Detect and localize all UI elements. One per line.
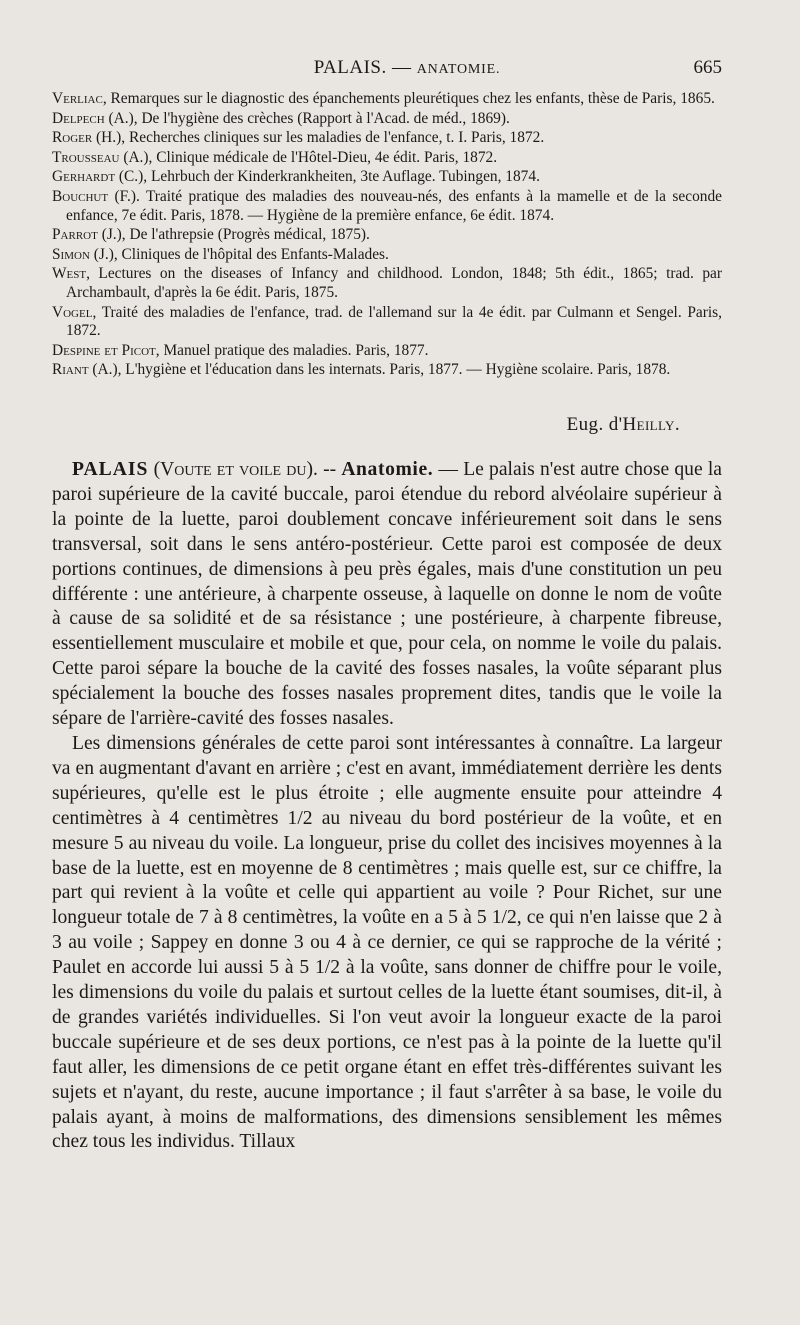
article-subhead: Voute et voile du xyxy=(160,459,307,480)
bib-author: Vogel, xyxy=(52,303,97,321)
running-head xyxy=(52,57,722,83)
bib-entry xyxy=(52,188,722,225)
bib-text: L'hygiène et l'éducation dans les internats. Paris, 1877. — Hygiène scolaire. Paris, 1878. xyxy=(121,361,671,379)
bib-entry xyxy=(52,110,722,129)
bib-author: Simon (J.), xyxy=(52,245,118,263)
paragraph-text: — Le palais n'est autre chose que la paroi supérieure de la cavité buccale, paroi étendue du rebord alvéolaire supérieur à la pointe de la luette, paroi doublement concave inférieurement soit dans le sens transversal, soit dans le sens antéro-postérieur. Cette paroi est composée de deux portions continues, de dimensions à peu près égales, mais d'une constitution un peu différente : une antérieure, à charpente osseuse, à laquelle on donne le nom de voûte à cause de sa solidité et de sa résistance ; une postérieure, à charpente fibreuse, essentiellement musculaire et mobile et que, pour cela, on nomme le voile du palais. Cette paroi sépare la bouche de la cavité des fosses nasales, la voûte séparant plus spécialement la bouche des fosses nasales proprement dites, tandis que le voile la sépare de l'arrière-cavité des fosses nasales. xyxy=(52,459,722,730)
bib-author: West, xyxy=(52,265,90,283)
bib-entry xyxy=(52,149,722,168)
article-headword: PALAIS xyxy=(72,459,149,480)
bib-entry xyxy=(52,129,722,148)
subhead-open: ( xyxy=(148,459,161,480)
article-body xyxy=(52,458,722,1155)
bib-text: Clinique médicale de l'Hôtel-Dieu, 4e édit. Paris, 1872. xyxy=(152,148,498,166)
author-signature xyxy=(567,414,680,436)
bib-entry xyxy=(52,265,722,302)
bib-text: Cliniques de l'hôpital des Enfants-Malades. xyxy=(117,245,389,263)
bib-text: De l'hygiène des crèches (Rapport à l'Acad. de méd., 1869). xyxy=(137,109,510,127)
page-number: 665 xyxy=(693,57,722,78)
bib-author: Gerhardt (C.), xyxy=(52,168,148,186)
bib-text: Lehrbuch der Kinderkrankheiten, 3te Auflage. Tubingen, 1874. xyxy=(147,168,540,186)
bib-text: De l'athrepsie (Progrès médical, 1875). xyxy=(125,226,370,244)
bib-text: Manuel pratique des maladies. Paris, 1877. xyxy=(159,341,429,359)
article-paragraph xyxy=(52,458,722,732)
paragraph-text: Les dimensions générales de cette paroi sont intéressantes à connaître. La largeur va en augmentant d'avant en arrière ; c'est en avant, immédiatement derrière les dents supérieures, qu'elle est le plus étroite ; elle augmente ensuite pour atteindre 4 centimètres à 4 centimètres 1/2 au niveau du bord postérieur de la voûte, et en mesure 5 au niveau du voile. La longueur, prise du collet des incisives moyennes à la base de la luette, est en moyenne de 8 centimètres ; mais quelle est, sur ce chiffre, la part qui revient à la voûte et celle qui appartient au voile ? Pour Richet, sur une longueur totale de 7 à 8 centimètres, la voûte en a 5 à 5 1/2, ce qui n'en laisse que 2 à 3 au voile ; Sappey en donne 3 ou 4 à ce dernier, ce qui se rapproche de la vérité ; Paulet en accorde lui aussi 5 à 5 1/2 à la voûte, sans donner de chiffre pour le voile, les dimensions du voile du palais et surtout celles de la luette étant soumises, dit-il, à de grandes variétés individuelles. Si l'on veut avoir la longueur exacte de la paroi buccale supérieure et de ses deux portions, ce n'est pas à la pointe de la luette qu'il faut aller, les dimensions de ce petit organe étant en effet très-différentes suivant les sujets et n'ayant, du reste, aucune importance ; il faut s'arrêter à sa base, le voile du palais ayant, à moins de malformations, des dimensions sensiblement les mêmes chez tous les individus. Tillaux xyxy=(52,732,722,1153)
bib-entry xyxy=(52,226,722,245)
bib-text: Remarques sur le diagnostic des épanchements pleurétiques chez les enfants, thèse de Paris, 1865. xyxy=(106,90,715,107)
bib-author: Parrot (J.), xyxy=(52,226,126,244)
bib-author: Roger (H.), xyxy=(52,129,126,147)
bib-text: Lectures on the diseases of Infancy and childhood. London, 1848; 5th édit., 1865; trad. par Archambault, d'après la 6e édit. Paris, 1875. xyxy=(66,265,722,301)
subhead-close: ). -- xyxy=(306,459,342,480)
article-paragraph xyxy=(52,732,722,1155)
running-title-sub: ANATOMIE. xyxy=(416,62,501,77)
signature-last: Heilly. xyxy=(622,414,680,435)
bib-entry xyxy=(52,361,722,380)
signature-first: Eug. d' xyxy=(566,414,623,435)
bib-text: Traité des maladies de l'enfance, trad. de l'allemand sur la 4e édit. par Culmann et Sengel. Paris, 1872. xyxy=(66,303,722,340)
bib-entry xyxy=(52,168,722,187)
bib-entry xyxy=(52,342,722,361)
bib-author: Verliac, xyxy=(52,90,107,107)
bib-entry xyxy=(52,90,722,109)
bib-entry xyxy=(52,304,722,341)
bib-author: Bouchut (F.). xyxy=(52,187,140,205)
section-label: Anatomie. xyxy=(341,459,434,480)
bib-entry xyxy=(52,246,722,265)
running-title xyxy=(52,57,722,79)
bib-text: Recherches cliniques sur les maladies de l'enfance, t. I. Paris, 1872. xyxy=(125,129,545,147)
bib-author: Riant (A.), xyxy=(52,361,122,379)
bib-author: Despine et Picot, xyxy=(52,341,160,359)
bib-author: Delpech (A.), xyxy=(52,109,138,127)
running-title-main: PALAIS. — xyxy=(313,57,412,78)
bib-text: Traité pratique des maladies des nouveau-nés, des enfants à la mamelle et de la seconde enfance, 7e édit. Paris, 1878. — Hygiène de la première enfance, 6e édit. 1874. xyxy=(66,187,722,224)
bib-author: Trousseau (A.), xyxy=(52,148,153,166)
bibliography xyxy=(52,90,722,380)
